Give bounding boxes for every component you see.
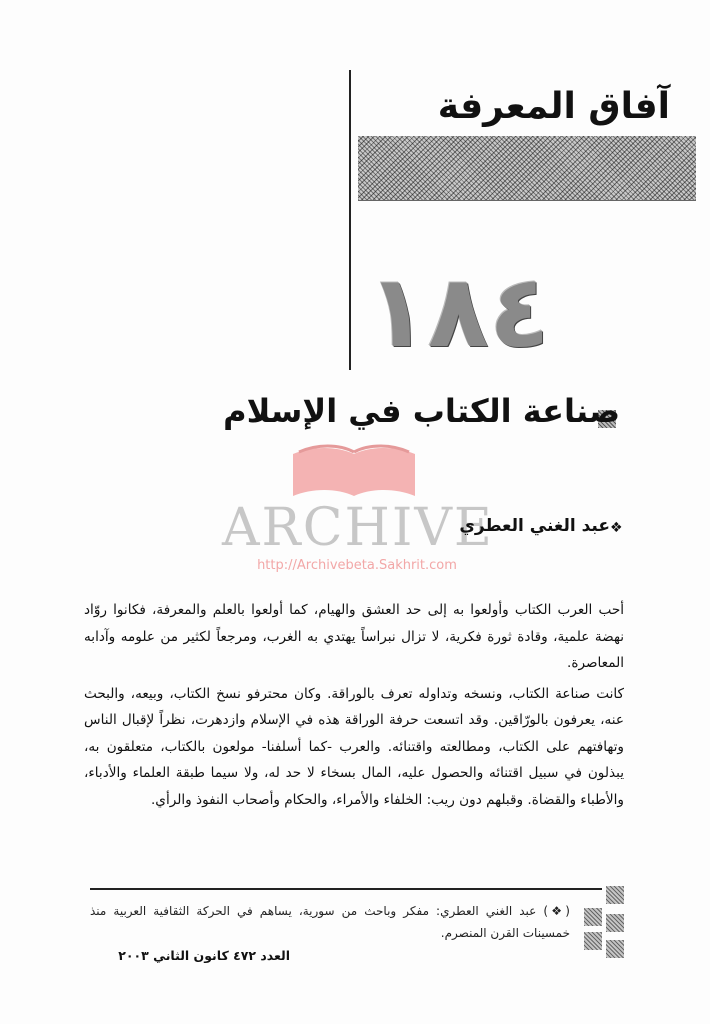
issue-info: العدد ٤٧٢ كانون الثاني ٢٠٠٣ <box>118 948 290 963</box>
footnote <box>90 900 570 944</box>
decorative-square-icon <box>584 908 602 926</box>
section-title: آفاق المعرفة <box>437 86 670 127</box>
article-body <box>84 597 624 817</box>
decorative-square-icon <box>584 932 602 950</box>
footnote-text: عبد الغني العطري: مفكر وباحث من سورية، يساهم في الحركة الثقافية العربية منذ خمسينات القرن المنصرم. <box>90 904 570 940</box>
watermark-url: http://Archivebeta.Sakhrit.com <box>257 558 457 573</box>
watermark-text: ARCHIVE <box>222 498 494 558</box>
issue-number: ١٨٤ <box>366 253 550 370</box>
article-title: صناعة الكتاب في الإسلام <box>223 392 620 430</box>
footnote-divider <box>90 888 602 890</box>
decorative-square-icon <box>606 886 624 904</box>
header-texture-band <box>358 136 696 201</box>
body-paragraph: أحب العرب الكتاب وأولعوا به إلى حد العشق والهيام، كما أولعوا بالعلم والمعرفة، فكانوا روّاد نهضة علمية، وقادة ثورة فكرية، لا تزال نبراساً يهتدي به الغرب، ومرجعاً لكثير من علومه وآدابه المعاصرة. <box>84 602 624 671</box>
author-name: عبد الغني العطري <box>459 516 610 536</box>
open-book-icon <box>287 444 421 500</box>
decorative-square-icon <box>606 914 624 932</box>
author-star-icon: ❖ <box>610 520 623 536</box>
decorative-square-icon <box>606 940 624 958</box>
footnote-marker: (❖) <box>543 904 570 918</box>
body-paragraph: كانت صناعة الكتاب، ونسخه وتداوله تعرف بالوراقة. وكان محترفو نسخ الكتاب، وبيعه، والبحث عنه، يعرفون بالورّاقين. وقد اتسعت حرفة الوراقة هذه في الإسلام وازدهرت، نظراً لإقبال الناس وتهافتهم على الكتاب، ومطالعته واقتنائه. والعرب -كما أسلفنا- مولعون بالكتاب، متعلقون به، يبذلون في سبيل اقتنائه والحصول عليه، المال بسخاء لا حد له، ولا سيما طبقة العلماء والأدباء، والأطباء والقضاة. وقبلهم دون ريب: الخلفاء والأمراء، والحكام وأصحاب النفوذ والرأي. <box>84 685 624 808</box>
